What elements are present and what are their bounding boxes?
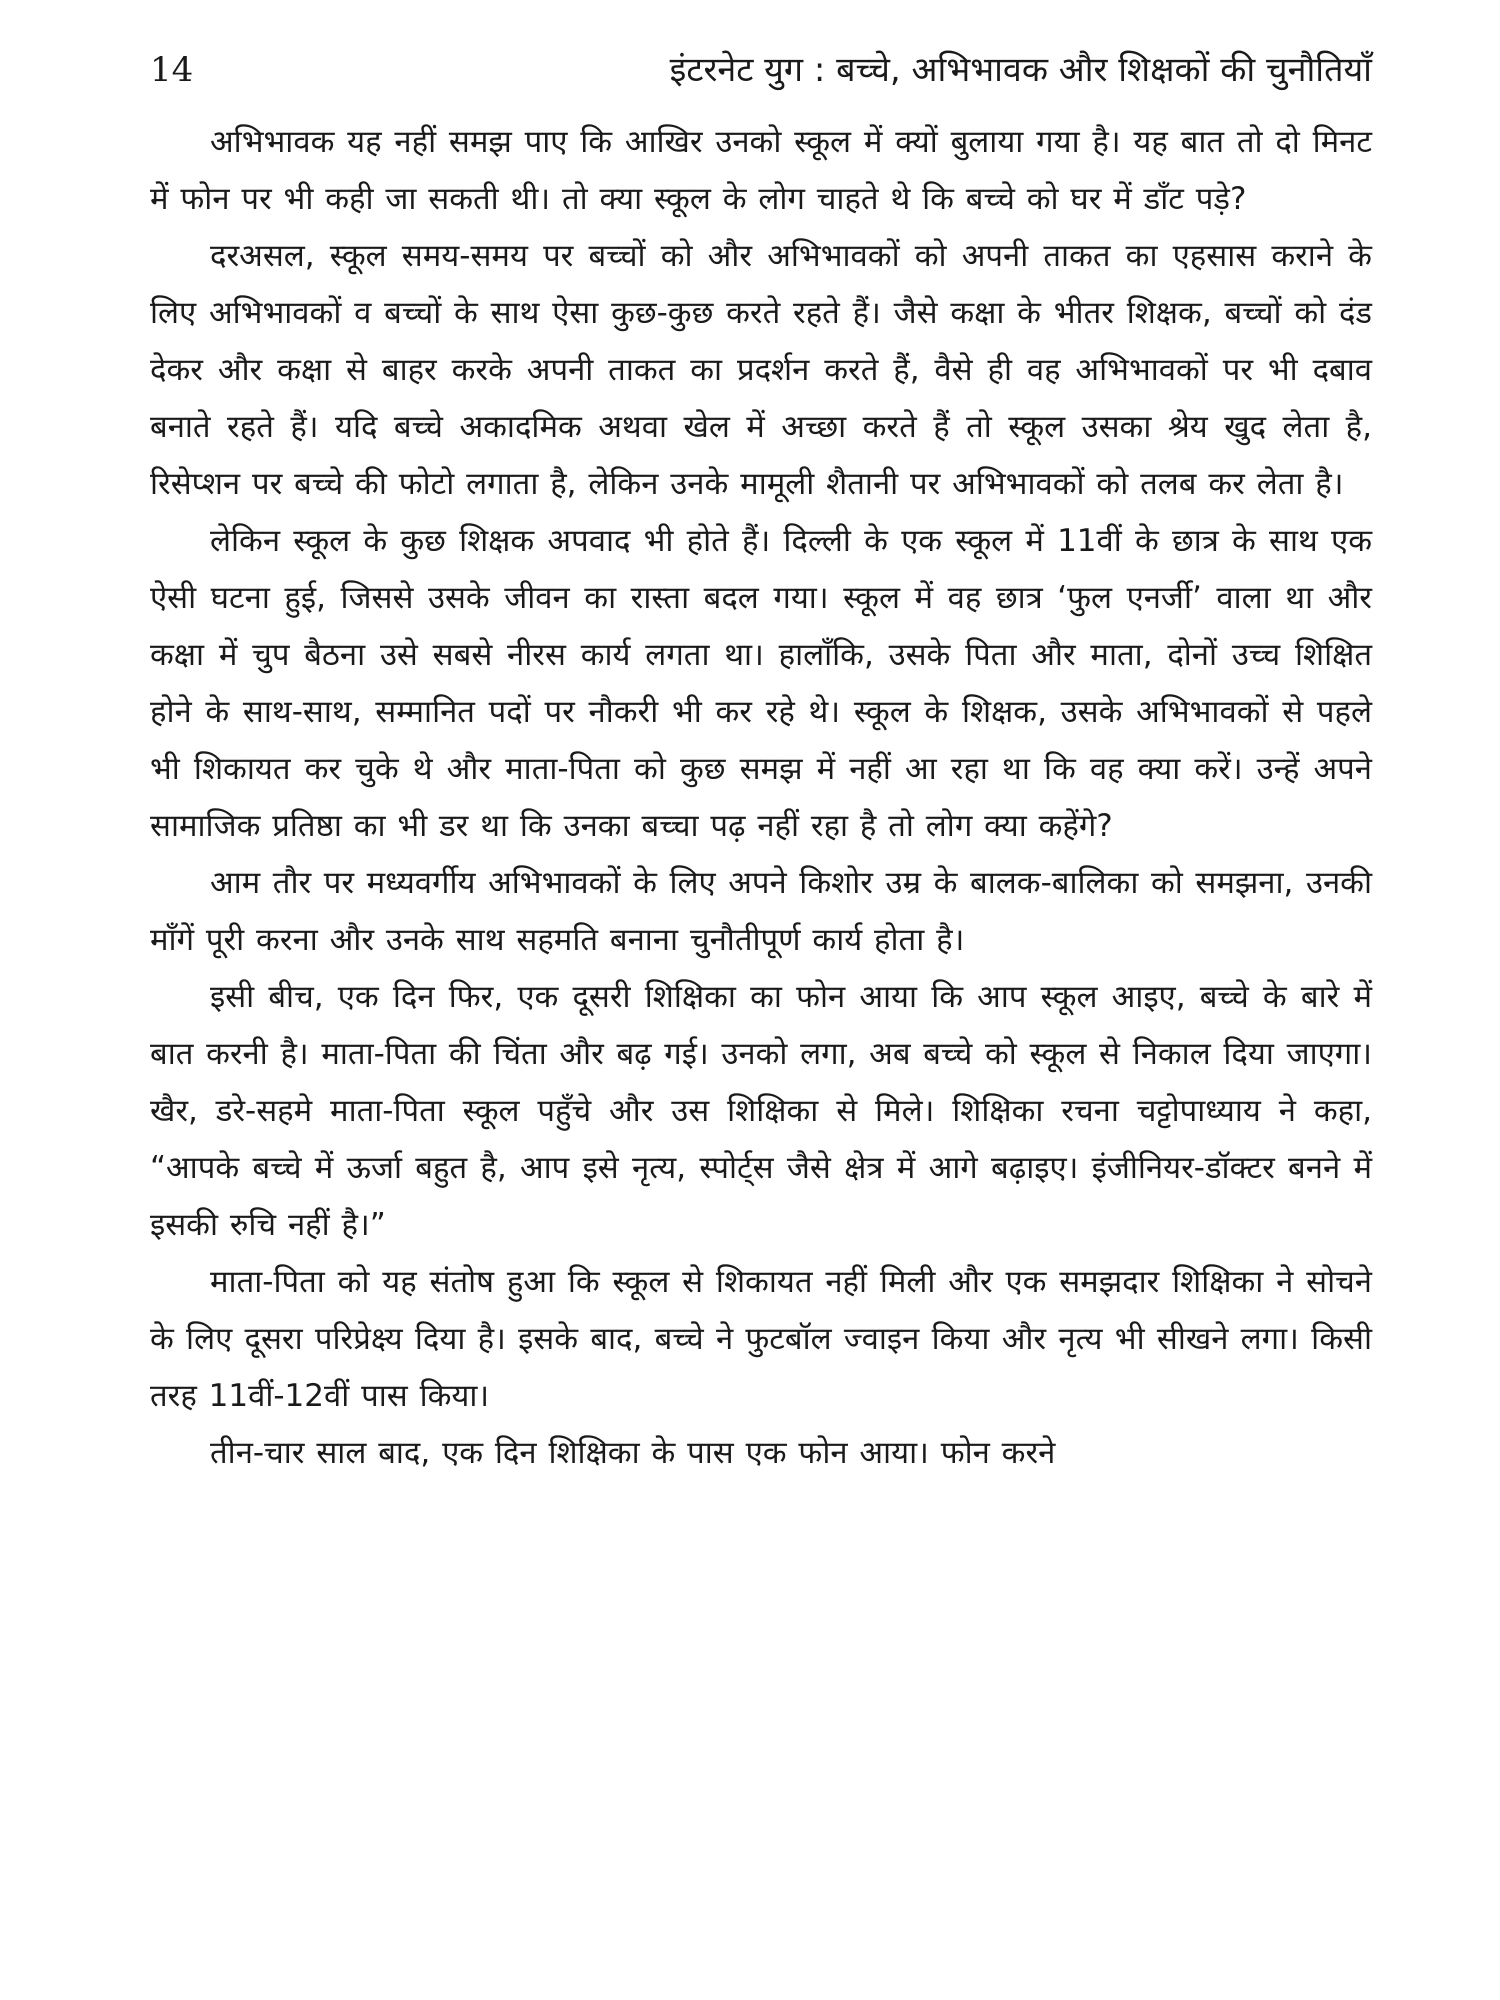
paragraph: आम तौर पर मध्यवर्गीय अभिभावकों के लिए अपने किशोर उम्र के बालक-बालिका को समझना, उनकी माँगें पूरी करना और उनके साथ सहमति बनाना चुनौतीपूर्ण कार्य होता है। (150, 865, 1372, 958)
book-page (150, 40, 1372, 1970)
paragraph: माता-पिता को यह संतोष हुआ कि स्कूल से शिकायत नहीं मिली और एक समझदार शिक्षिका ने सोचने के लिए दूसरा परिप्रेक्ष्य दिया है। इसके बाद, बच्चे ने फुटबॉल ज्वाइन किया और नृत्य भी सीखने लगा। किसी तरह 11वीं-12वीं पास किया। (150, 1264, 1372, 1414)
running-header-title: इंटरनेट युग : बच्चे, अभिभावक और शिक्षकों की चुनौतियाँ (669, 50, 1372, 90)
paragraph: दरअसल, स्कूल समय-समय पर बच्चों को और अभिभावकों को अपनी ताकत का एहसास कराने के लिए अभिभावकों व बच्चों के साथ ऐसा कुछ-कुछ करते रहते हैं। जैसे कक्षा के भीतर शिक्षक, बच्चों को दंड देकर और कक्षा से बाहर करके अपनी ताकत का प्रदर्शन करते हैं, वैसे ही वह अभिभावकों पर भी दबाव बनाते रहते हैं। यदि बच्चे अकादमिक अथवा खेल में अच्छा करते हैं तो स्कूल उसका श्रेय खुद लेता है, रिसेप्शन पर बच्चे की फोटो लगाता है, लेकिन उनके मामूली शैतानी पर अभिभावकों को तलब कर लेता है। (150, 238, 1372, 502)
paragraph: इसी बीच, एक दिन फिर, एक दूसरी शिक्षिका का फोन आया कि आप स्कूल आइए, बच्चे के बारे में बात करनी है। माता-पिता की चिंता और बढ़ गई। उनको लगा, अब बच्चे को स्कूल से निकाल दिया जाएगा। खैर, डरे-सहमे माता-पिता स्कूल पहुँचे और उस शिक्षिका से मिले। शिक्षिका रचना चट्टोपाध्याय ने कहा, “आपके बच्चे में ऊर्जा बहुत है, आप इसे नृत्य, स्पोर्ट्स जैसे क्षेत्र में आगे बढ़ाइए। इंजीनियर-डॉक्टर बनने में इसकी रुचि नहीं है।” (150, 979, 1372, 1243)
paragraph: तीन-चार साल बाद, एक दिन शिक्षिका के पास एक फोन आया। फोन करने (210, 1435, 1056, 1471)
body-text (150, 114, 1372, 1482)
paragraph: अभिभावक यह नहीं समझ पाए कि आखिर उनको स्कूल में क्यों बुलाया गया है। यह बात तो दो मिनट में फोन पर भी कही जा सकती थी। तो क्या स्कूल के लोग चाहते थे कि बच्चे को घर में डाँट पड़े? (150, 124, 1372, 217)
running-header (150, 40, 1372, 100)
paragraph: लेकिन स्कूल के कुछ शिक्षक अपवाद भी होते हैं। दिल्ली के एक स्कूल में 11वीं के छात्र के साथ एक ऐसी घटना हुई, जिससे उसके जीवन का रास्ता बदल गया। स्कूल में वह छात्र ‘फुल एनर्जी’ वाला था और कक्षा में चुप बैठना उसे सबसे नीरस कार्य लगता था। हालाँकि, उसके पिता और माता, दोनों उच्च शिक्षित होने के साथ-साथ, सम्मानित पदों पर नौकरी भी कर रहे थे। स्कूल के शिक्षक, उसके अभिभावकों से पहले भी शिकायत कर चुके थे और माता-पिता को कुछ समझ में नहीं आ रहा था कि वह क्या करें। उन्हें अपने सामाजिक प्रतिष्ठा का भी डर था कि उनका बच्चा पढ़ नहीं रहा है तो लोग क्या कहेंगे? (150, 523, 1372, 844)
page-number: 14 (150, 50, 194, 90)
